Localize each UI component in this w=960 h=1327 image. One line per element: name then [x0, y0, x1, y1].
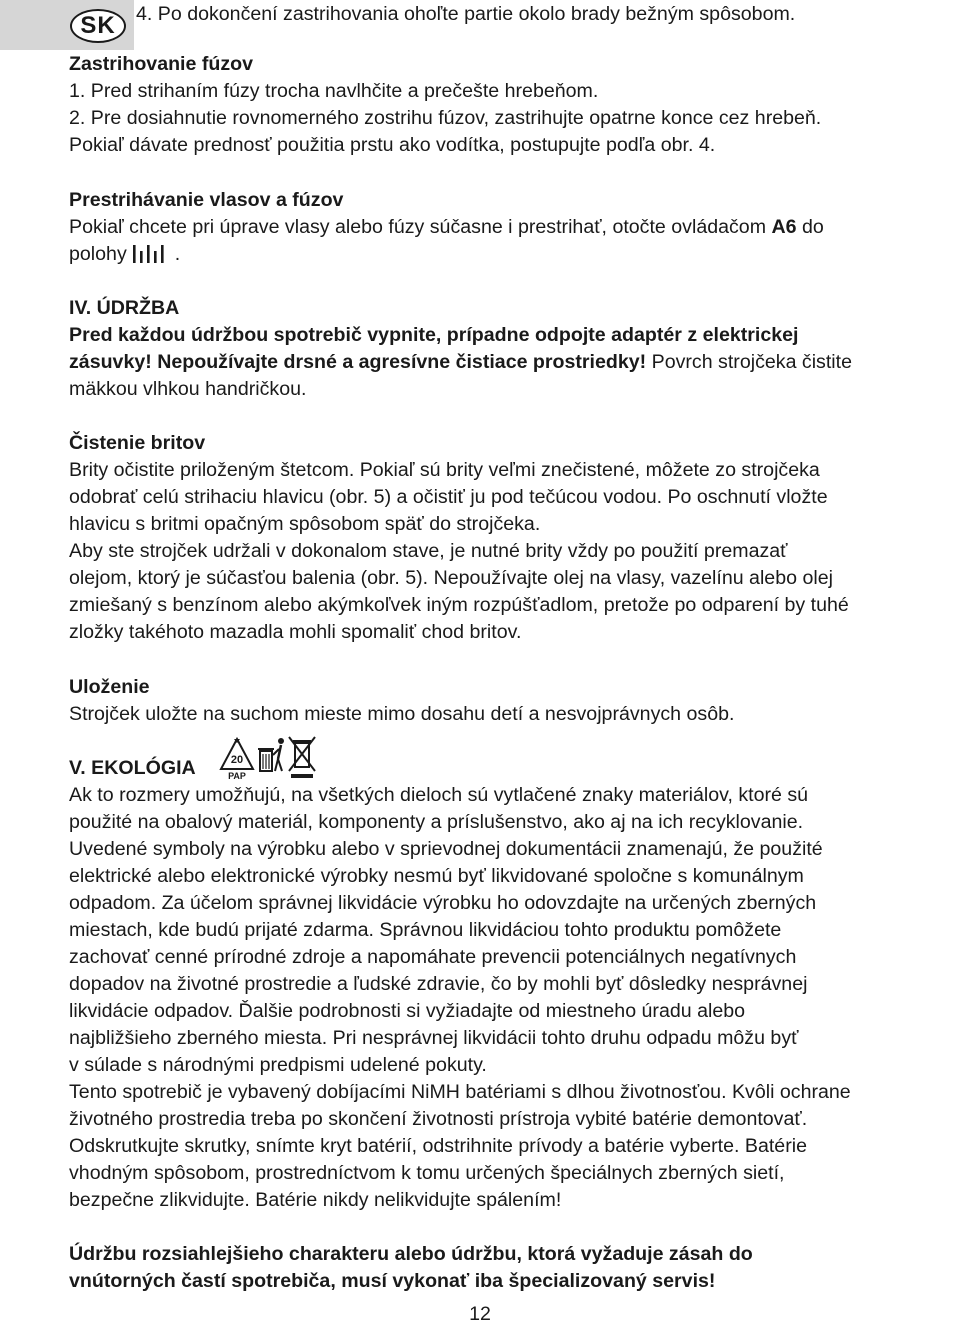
maintenance-warning: Pred každou údržbou spotrebič vypnite, prípadne odpojte adaptér z elektrickej [69, 324, 799, 346]
maintenance-note: mäkkou vlhkou handričkou. [69, 378, 307, 400]
recycle-code: 20 [230, 754, 244, 766]
cleaning-line: zložky takéhoto mazadla mohli spomaliť chod britov. [69, 621, 522, 643]
page-number: 12 [469, 1303, 491, 1325]
ecology-line: odpadom. Za účelom správnej likvidácie výrobku ho odovzdajte na určených zberných [69, 892, 817, 914]
continued-step: 4. Po dokončení zastrihovania ohoľte partie okolo brady bežným spôsobom. [136, 3, 796, 25]
language-badge: SK [70, 9, 126, 43]
thinning-mode-icon [131, 244, 171, 264]
maintenance-title: IV. ÚDRŽBA [69, 297, 180, 319]
ecology-line: zachovať cenné prírodné zdroje a napomáhate prevencii potenciálnych negatívnych [69, 946, 797, 968]
ecology-line: použité na obalový materiál, komponenty a príslušenstvo, ako aj na ich recyklovanie. [69, 811, 804, 833]
ecology-line: Uvedené symboly na výrobku alebo v sprievodnej dokumentácii znamenajú, že použité [69, 838, 823, 860]
cleaning-title: Čistenie britov [69, 432, 206, 454]
recycle-label: PAP [228, 771, 246, 781]
ecology-line: najbližšieho zberného miesta. Pri nesprávnej likvidácii tohto druhu odpadu môžu byť [69, 1027, 799, 1049]
recycle-pap-icon [221, 739, 253, 781]
beard-trim-title: Zastrihovanie fúzov [69, 53, 253, 75]
crossed-bin-icon [289, 737, 315, 778]
ecology-line: bezpečne zlikvidujte. Batérie nikdy nelikvidujte spálením! [69, 1189, 562, 1211]
cleaning-line: Aby ste strojček udržali v dokonalom stave, je nutné brity vždy po použití premazať [69, 540, 788, 562]
ecology-header [69, 735, 569, 783]
ecology-line: miestach, kde budú prijaté zdarma. Správnou likvidáciou tohto produktu pomôžete [69, 919, 782, 941]
ecology-line: likvidácie odpadov. Ďalšie podrobnosti si vyžiadajte od miestneho úradu alebo [69, 1000, 746, 1022]
language-tab [0, 0, 134, 50]
service-notice: Údržbu rozsiahlejšieho charakteru alebo údržbu, ktorá vyžaduje zásah do [69, 1243, 753, 1265]
ecology-line: elektrické alebo elektronické výrobky nesmú byť likvidované spoločne s komunálnym [69, 865, 804, 887]
storage-text: Strojček uložte na suchom mieste mimo dosahu detí a nesvojprávnych osôb. [69, 703, 735, 725]
maintenance-warning-cont: zásuvky! Nepoužívajte drsné a agresívne čistiace prostriedky! Povrch strojčeka čistite [69, 351, 852, 373]
ecology-line: v súlade s národnými predpismi udelené pokuty. [69, 1054, 487, 1076]
ecology-line: vhodným spôsobom, prostredníctvom k tomu určených špeciálnych zberných sietí, [69, 1162, 785, 1184]
thinning-text: Pokiaľ chcete pri úprave vlasy alebo fúzy súčasne i prestrihať, otočte ovládačom A6 do [69, 216, 824, 238]
ecology-line: dopadov na životné prostredie a ľudské zdravie, čo by mohli byť dôsledky nesprávnej [69, 973, 808, 995]
ecology-title: V. EKOLÓGIA [69, 757, 196, 779]
thinning-title: Prestrihávanie vlasov a fúzov [69, 189, 344, 211]
ecology-symbols [215, 735, 325, 781]
ecology-line: Tento spotrebič je vybavený dobíjacími NiMH batériami s dlhou životnosťou. Kvôli ochrane [69, 1081, 851, 1103]
ecology-line: Odskrutkujte skrutky, snímte kryt batérií, odstrihnite prívody a batérie vyberte. Batérie [69, 1135, 807, 1157]
thinning-position: polohy . [69, 243, 181, 265]
service-notice-cont: vnútorných častí spotrebiča, musí vykonať iba špecializovaný servis! [69, 1270, 716, 1292]
cleaning-line: olejom, ktorý je súčasťou balenia (obr. 5). Nepoužívajte olej na vlasy, vazelínu alebo olej [69, 567, 833, 589]
waste-bin-icon [258, 749, 274, 771]
person-disposal-icon [273, 738, 284, 771]
cleaning-line: hlavicu s britmi opačným spôsobom späť do strojčeka. [69, 513, 541, 535]
cleaning-line: zmiešaný s benzínom alebo akýmkoľvek iným rozpúšťadlom, pretože po odparení by tuhé [69, 594, 849, 616]
beard-trim-step-2: 2. Pre dosiahnutie rovnomerného zostrihu fúzov, zastrihujte opatrne konce cez hrebeň. [69, 107, 822, 129]
beard-trim-step-1: 1. Pred strihaním fúzy trocha navlhčite a prečešte hrebeňom. [69, 80, 599, 102]
cleaning-line: Brity očistite priloženým štetcom. Pokiaľ sú brity veľmi znečistené, môžete zo strojčeka [69, 459, 820, 481]
beard-trim-step-2-cont: Pokiaľ dávate prednosť použitia prstu ako vodítka, postupujte podľa obr. 4. [69, 134, 716, 156]
storage-title: Uloženie [69, 676, 150, 698]
control-a6-label: A6 [771, 216, 797, 238]
ecology-line: Ak to rozmery umožňujú, na všetkých dieloch sú vytlačené znaky materiálov, ktoré sú [69, 784, 809, 806]
ecology-line: životného prostredia treba po skončení životnosti prístroja vybité batérie demontovať. [69, 1108, 808, 1130]
cleaning-line: odobrať celú strihaciu hlavicu (obr. 5) a očistiť ju pod tečúcou vodou. Po oschnutí vložte [69, 486, 828, 508]
